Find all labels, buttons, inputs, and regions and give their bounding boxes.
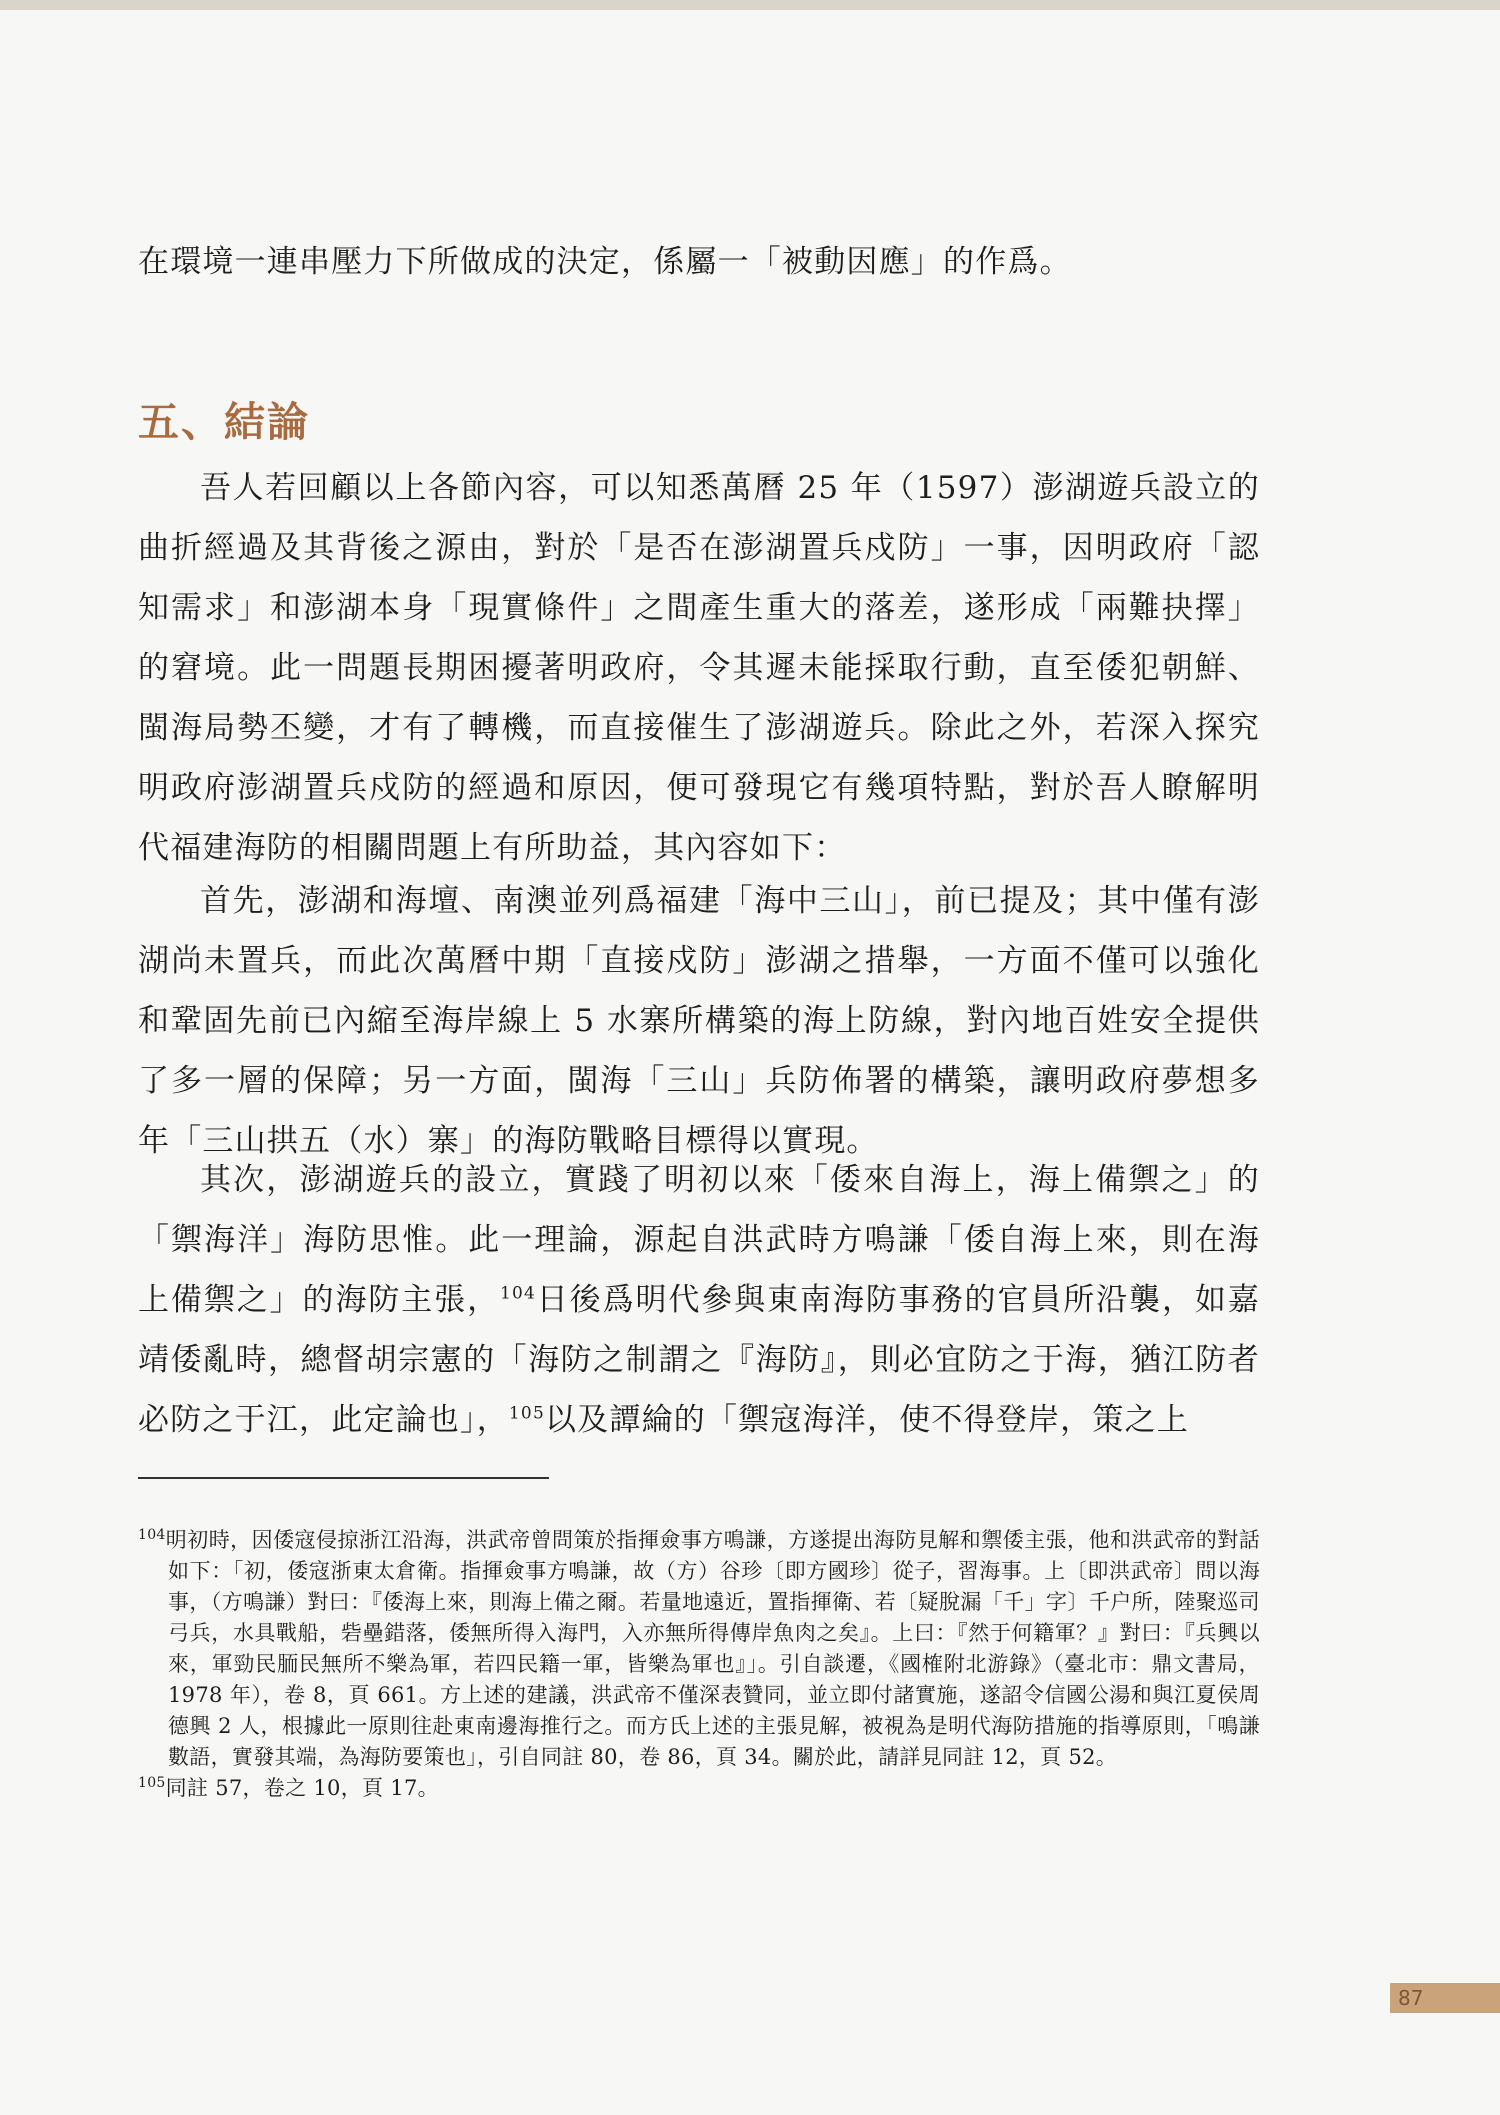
paragraph xyxy=(138,1150,1260,1450)
section-heading: 五、結論 xyxy=(138,398,310,446)
paragraph xyxy=(138,458,1260,878)
footnote-text: 同註 57，卷之 10，頁 17。 xyxy=(165,1776,439,1800)
footnote-number: 105 xyxy=(138,1775,166,1791)
paragraph-text: 以及譚綸的「禦寇海洋，使不得登岸，策之上 xyxy=(544,1402,1189,1438)
page-number-tab: 87 xyxy=(1390,1983,1500,2013)
footnote xyxy=(138,1773,1260,1804)
footnote-ref: 105 xyxy=(508,1403,545,1424)
carry-over-paragraph: 在環境一連串壓力下所做成的決定，係屬一「被動因應」的作爲。 xyxy=(138,244,1072,280)
paragraph-text: 首先，澎湖和海壇、南澳並列爲福建「海中三山」，前已提及；其中僅有澎湖尚未置兵，而此次萬曆中期「直接戍防」澎湖之措舉，一方面不僅可以強化和鞏固先前已內縮至海岸線上 5 水寨所構築的海上防線，對內地百姓安全提供了多一層的保障；另一方面，閩海「三山」兵防佈署的構築，讓明政府夢想多年「三山拱五（水）寨」的海防戰略目標得以實現。 xyxy=(138,883,1260,1159)
footnote-ref: 104 xyxy=(499,1283,537,1304)
paragraph xyxy=(138,871,1260,1171)
footnote-number: 104 xyxy=(138,1527,166,1543)
footnote-divider xyxy=(138,1477,549,1479)
paragraph-text: 其次，澎湖遊兵的設立，實踐了明初以來「倭來自海上，海上備禦之」的「禦海洋」海防思惟。此一理論，源起自洪武時方鳴謙「倭自海上來，則在海上備禦之」的海防主張， xyxy=(138,1162,1260,1318)
paragraph-text: 吾人若回顧以上各節內容，可以知悉萬曆 25 年（1597）澎湖遊兵設立的曲折經過及其背後之源由，對於「是否在澎湖置兵戍防」一事，因明政府「認知需求」和澎湖本身「現實條件」之間產生重大的落差，遂形成「兩難抉擇」的窘境。此一問題長期困擾著明政府，令其遲未能採取行動，直至倭犯朝鮮、閩海局勢丕變，才有了轉機，而直接催生了澎湖遊兵。除此之外，若深入探究明政府澎湖置兵戍防的經過和原因，便可發現它有幾項特點，對於吾人瞭解明代福建海防的相關問題上有所助益，其內容如下： xyxy=(138,470,1260,866)
footnote xyxy=(138,1525,1260,1773)
paragraph-text: 日後爲明代參與東南海防事務的官員所沿襲，如嘉靖倭亂時，總督胡宗憲的「海防之制謂之『海防』，則必宜防之于海，猶江防者必防之于江，此定論也」， xyxy=(138,1282,1260,1438)
footnote-text: 明初時，因倭寇侵掠浙江沿海，洪武帝曾問策於指揮僉事方鳴謙，方遂提出海防見解和禦倭主張，他和洪武帝的對話如下：「初，倭寇浙東太倉衛。指揮僉事方鳴謙，故（方）谷珍〔即方國珍〕從子，習海事。上〔即洪武帝〕問以海事，（方鳴謙）對曰：『倭海上來，則海上備之爾。若量地遠近，置指揮衛、若〔疑脫漏「千」字〕千户所，陸聚巡司弓兵，水具戰船，砦壘錯落，倭無所得入海門，入亦無所得傳岸魚肉之矣』。上曰：『然于何籍軍？』對曰：『兵興以來，軍勁民胹民無所不樂為軍，若四民籍一軍，皆樂為軍也』」。引自談遷，《國榷附北游錄》（臺北市：鼎文書局，1978 年），卷 8，頁 661。方上述的建議，洪武帝不僅深表贊同，並立即付諸實施，遂詔令信國公湯和與江夏侯周德興 2 人，根據此一原則往赴東南邊海推行之。而方氏上述的主張見解，被視為是明代海防措施的指導原則，「鳴謙數語，實發其端，為海防要策也」，引自同註 80，卷 86，頁 34。關於此，請詳見同註 12，頁 52。 xyxy=(165,1528,1260,1769)
footnotes xyxy=(138,1525,1260,1804)
